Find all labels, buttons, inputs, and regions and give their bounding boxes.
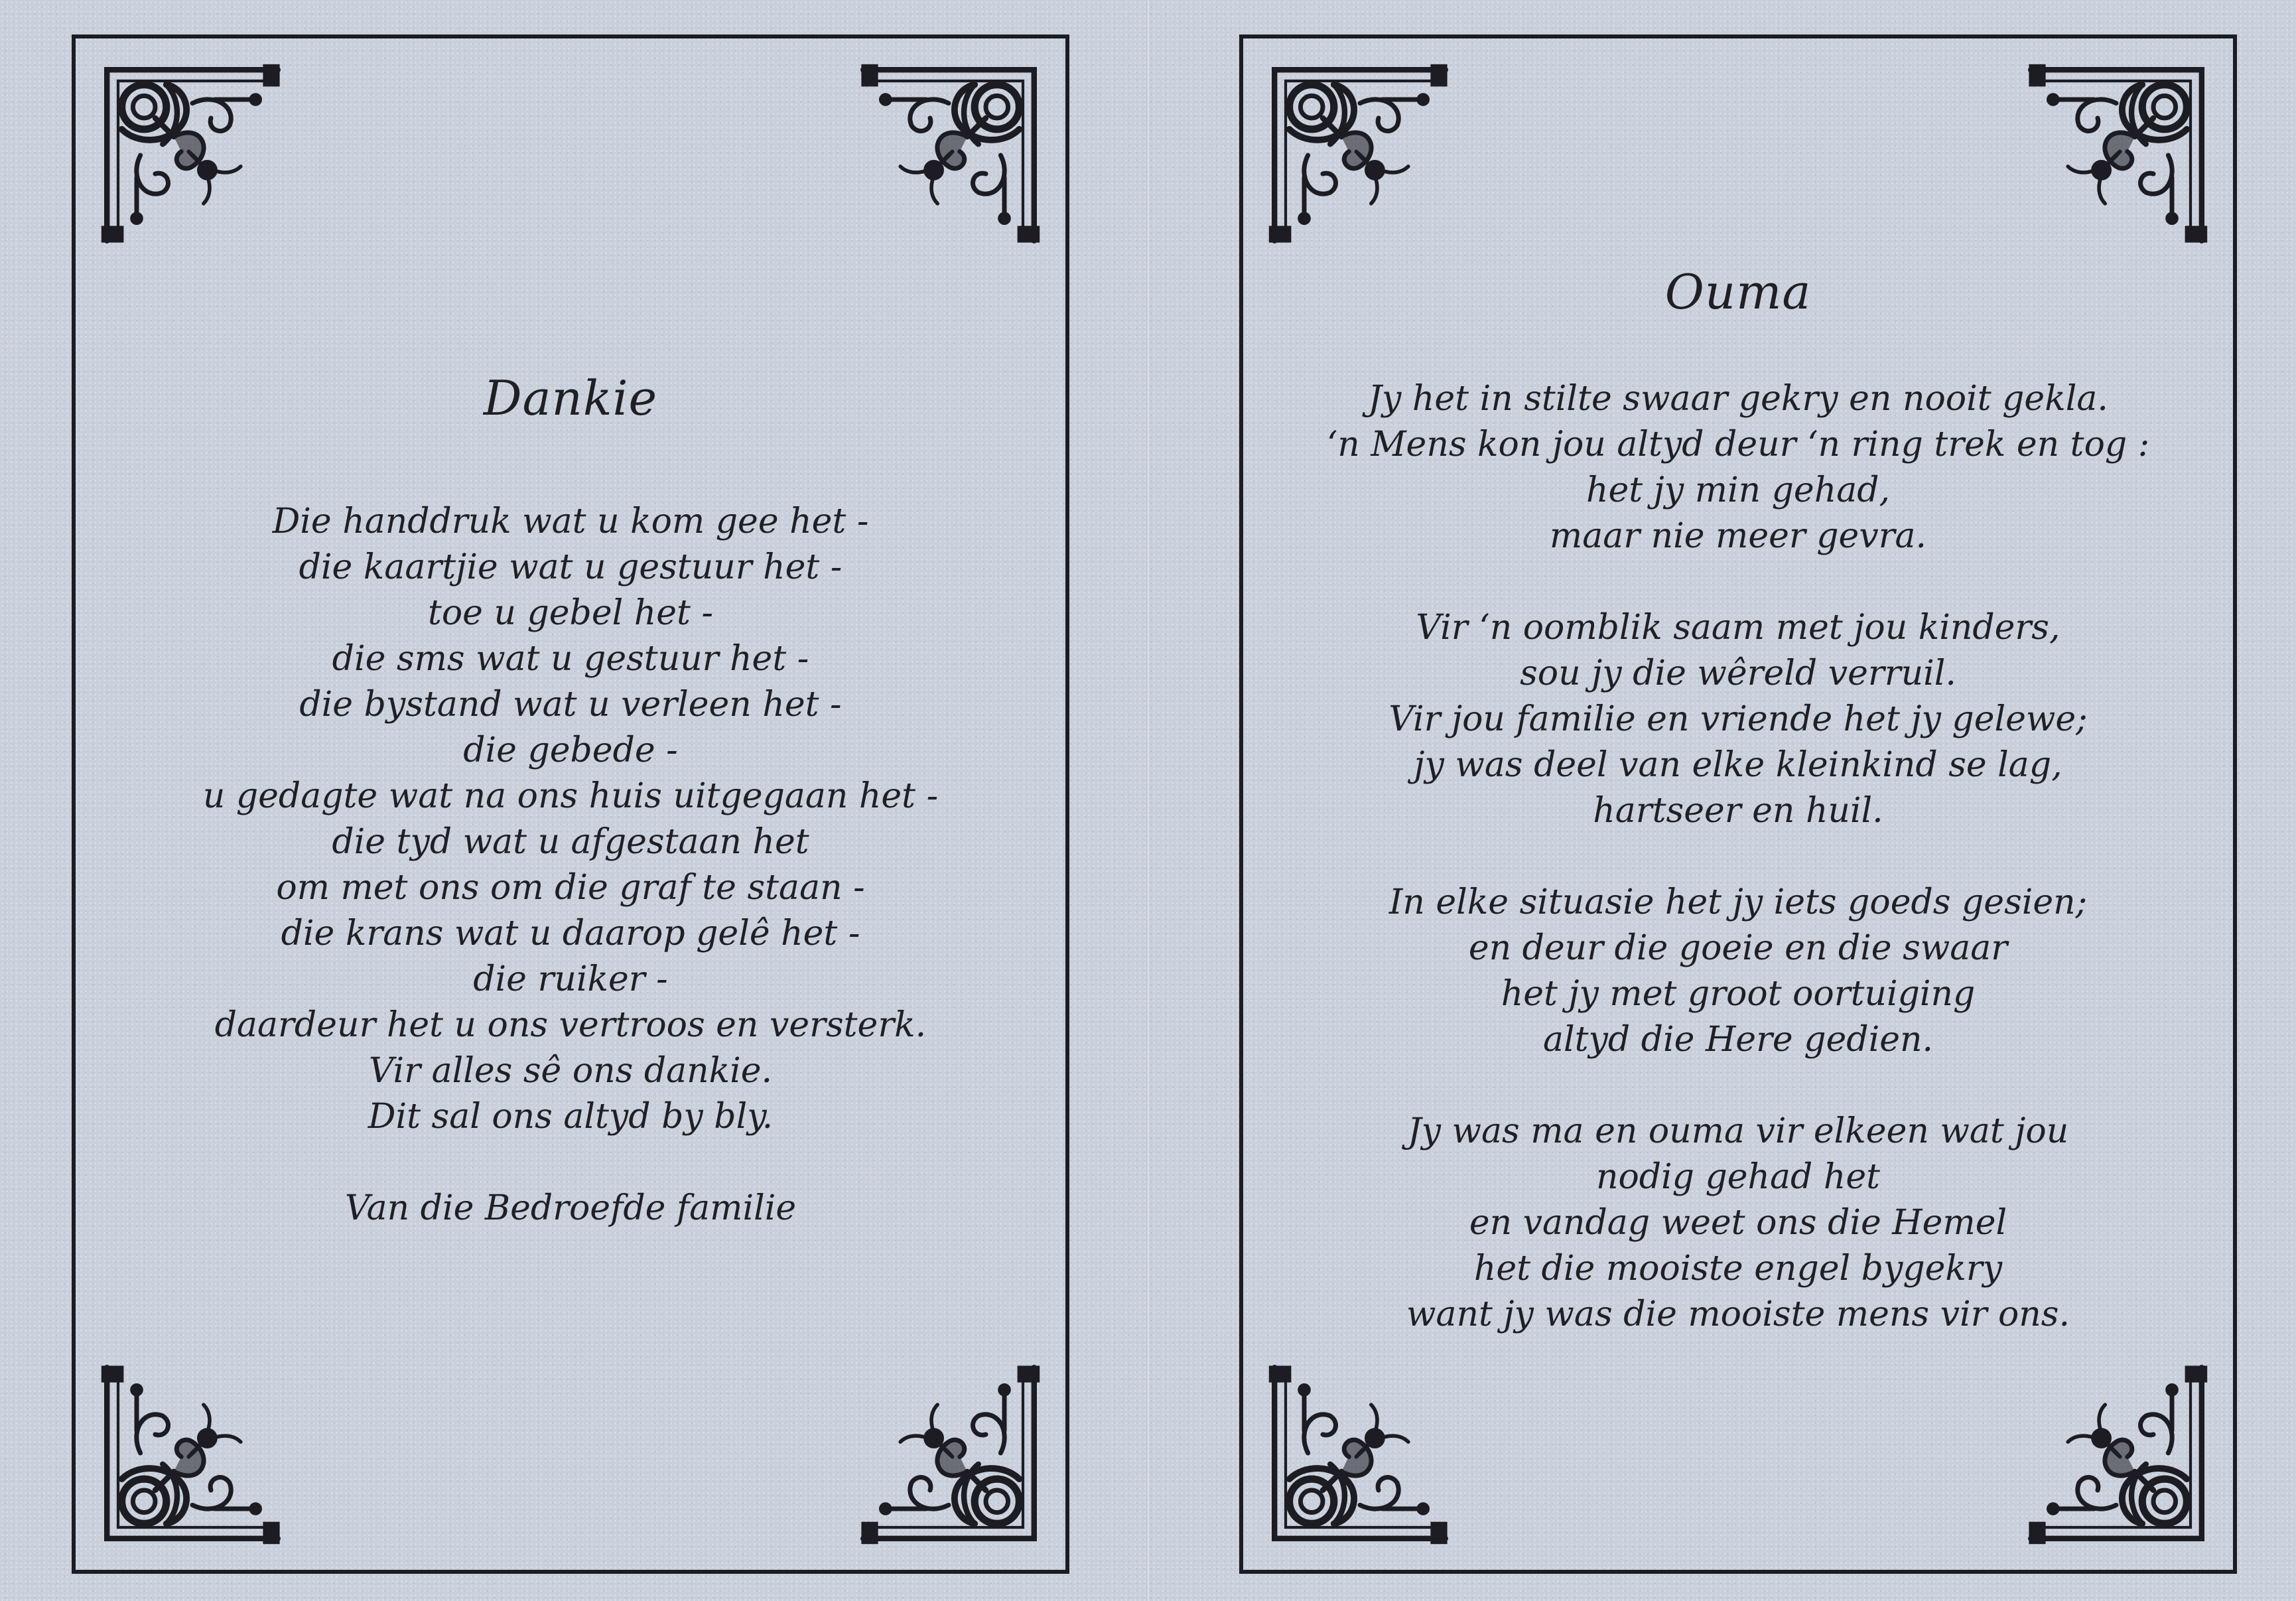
poem-line: om met ons om die graf te staan - <box>276 868 865 908</box>
ornate-corner-icon <box>100 1360 285 1546</box>
poem-line: en vandag weet ons die Hemel <box>1469 1203 2007 1243</box>
stanza <box>1243 1109 2233 1338</box>
ornate-corner-icon <box>856 1360 1042 1546</box>
poem-line: jy was deel van elke kleinkind se lag, <box>1414 745 2062 785</box>
poem-line: die krans wat u daarop gelê het - <box>281 914 860 953</box>
poem-line: maar nie meer gevra. <box>1549 516 1927 556</box>
poem-line: die bystand wat u verleen het - <box>299 685 842 725</box>
poem-line: want jy was die mooiste mens vir ons. <box>1406 1294 2070 1334</box>
poem-line: die tyd wat u afgestaan het <box>332 822 809 862</box>
ornate-corner-icon <box>1267 62 1453 248</box>
poem-line: Jy was ma en ouma vir elkeen wat jou <box>1407 1111 2069 1151</box>
signoff: Van die Bedroefde familie <box>344 1188 797 1228</box>
poem-line: die kaartjie wat u gestuur het - <box>299 547 843 587</box>
poem-line: het die mooiste engel bygekry <box>1473 1249 2003 1288</box>
ornate-corner-icon <box>1267 1360 1453 1546</box>
ornate-corner-icon <box>100 62 285 248</box>
poem-line: hartseer en huil. <box>1593 791 1883 831</box>
ornate-corner-icon <box>2023 62 2209 248</box>
poem-line: ‘n Mens kon jou altyd deur ‘n ring trek en tog : <box>1326 425 2150 464</box>
poem-line: het jy min gehad, <box>1586 470 1891 510</box>
poem-title: Dankie <box>483 370 658 426</box>
ouma-poem <box>1243 264 2233 1338</box>
ornate-corner-icon <box>856 62 1042 248</box>
poem-line: Vir jou familie en vriende het jy gelewe; <box>1388 699 2088 739</box>
poem-line: u gedagte wat na ons huis uitgegaan het - <box>202 776 939 816</box>
poem-line: en deur die goeie en die swaar <box>1468 928 2008 968</box>
poem-lines <box>76 499 1065 1140</box>
poem-line: In elke situasie het jy iets goeds gesien; <box>1388 882 2088 922</box>
left-card-panel <box>72 35 1069 1574</box>
poem-line: Jy het in stilte swaar gekry en nooit gekla. <box>1368 379 2108 419</box>
poem-line: Vir ‘n oomblik saam met jou kinders, <box>1416 608 2060 648</box>
poem-line: die sms wat u gestuur het - <box>332 639 809 679</box>
ornate-corner-icon <box>2023 1360 2209 1546</box>
poem-line: Dit sal ons altyd by bly. <box>368 1097 774 1137</box>
stanza-gap <box>1243 1063 2233 1109</box>
poem-line: daardeur het u ons vertroos en versterk. <box>214 1005 927 1045</box>
right-card-panel <box>1239 35 2237 1574</box>
thank-you-poem <box>76 370 1065 1231</box>
stanza <box>1243 605 2233 834</box>
stanza-gap <box>1243 559 2233 605</box>
stanza <box>1243 376 2233 559</box>
stanza-gap <box>1243 834 2233 880</box>
poem-line: nodig gehad het <box>1595 1157 1881 1197</box>
stanza <box>1243 880 2233 1063</box>
poem-line: Vir alles sê ons dankie. <box>368 1051 773 1091</box>
poem-stanzas <box>1243 376 2233 1338</box>
poem-line: toe u gebel het - <box>427 593 714 633</box>
poem-line: die ruiker - <box>473 959 668 999</box>
poem-line: sou jy die wêreld verruil. <box>1520 654 1956 693</box>
poem-line: Die handdruk wat u kom gee het - <box>272 502 869 541</box>
poem-line: het jy met groot oortuiging <box>1501 974 1976 1014</box>
poem-title: Ouma <box>1664 264 1812 320</box>
poem-line: die gebede - <box>463 731 678 770</box>
card-fold <box>1146 0 1150 1601</box>
poem-line: altyd die Here gedien. <box>1543 1020 1933 1060</box>
